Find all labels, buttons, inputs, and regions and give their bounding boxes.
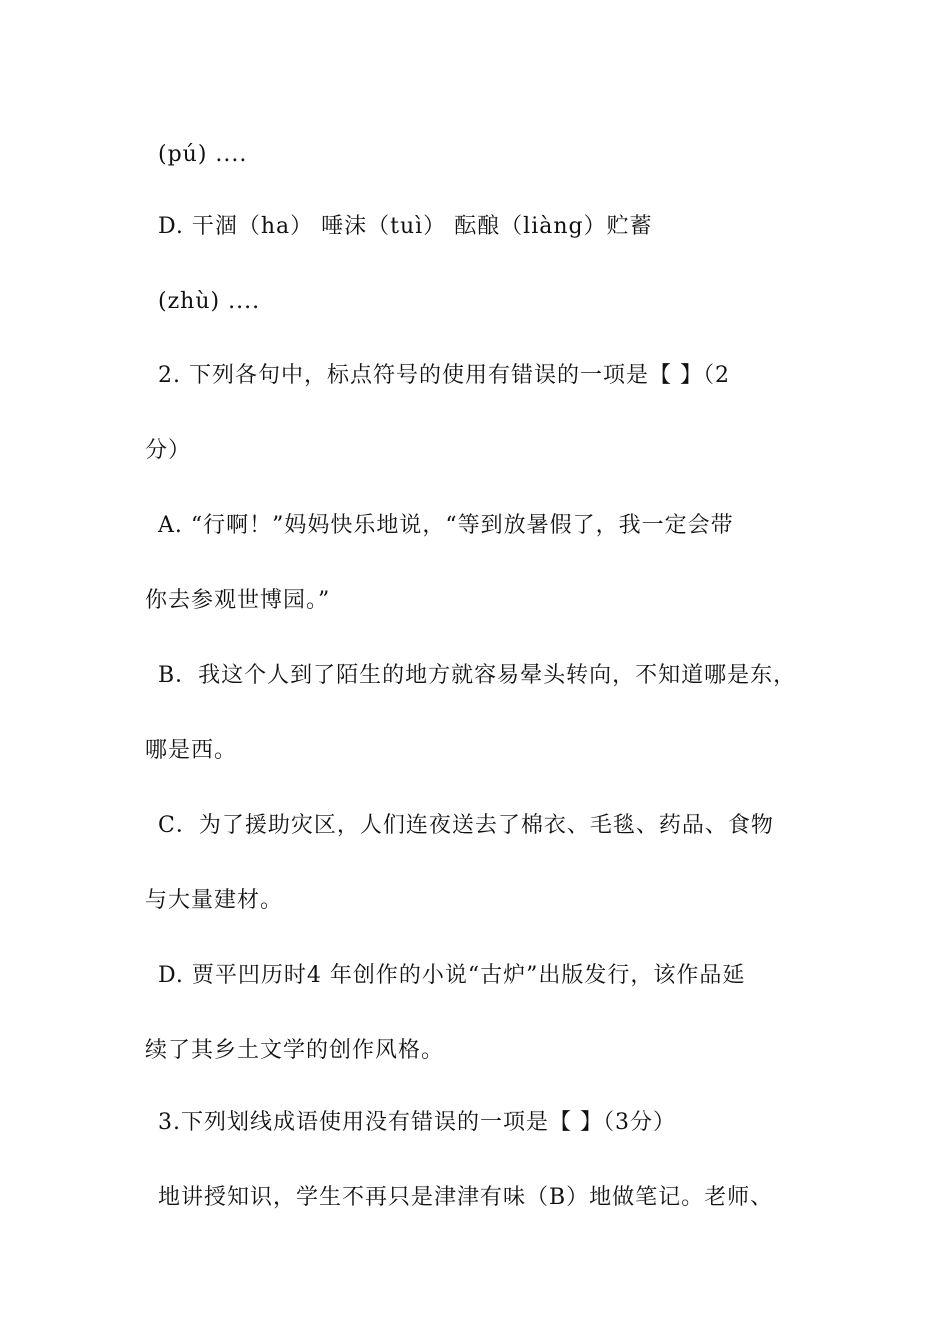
option-d-q1-continued: (zhù) .... — [158, 289, 261, 314]
option-c-continued: (pú) .... — [158, 142, 248, 167]
question-2-prompt-continued: 分） — [145, 438, 192, 463]
option-a-q2: A. “行啊！”妈妈快乐地说，“等到放暑假了，我一定会带 — [158, 513, 734, 538]
question-2-prompt: 2. 下列各句中，标点符号的使用有错误的一项是【 】（2 — [158, 363, 730, 388]
option-a-q2-continued: 你去参观世博园。” — [145, 588, 331, 613]
option-d-q1: D. 干涸（ha） 唾沫（tuì） 酝酿（liàng）贮蓄 — [158, 214, 653, 239]
question-3-prompt: 3.下列划线成语使用没有错误的一项是【 】（3分） — [158, 1110, 676, 1135]
option-c-q2-continued: 与大量建材。 — [145, 888, 284, 913]
option-b-q2-continued: 哪是西。 — [145, 738, 238, 763]
option-d-q2: D. 贾平凹历时4 年创作的小说“古炉”出版发行，该作品延 — [158, 963, 746, 988]
question-3-passage: 地讲授知识，学生不再只是津津有味（B）地做笔记。老师、 — [158, 1185, 774, 1210]
option-c-q2: C．为了援助灾区，人们连夜送去了棉衣、毛毯、药品、食物 — [158, 813, 774, 838]
option-b-q2: B．我这个人到了陌生的地方就容易晕头转向，不知道哪是东， — [158, 663, 797, 688]
option-d-q2-continued: 续了其乡土文学的创作风格。 — [145, 1038, 445, 1063]
